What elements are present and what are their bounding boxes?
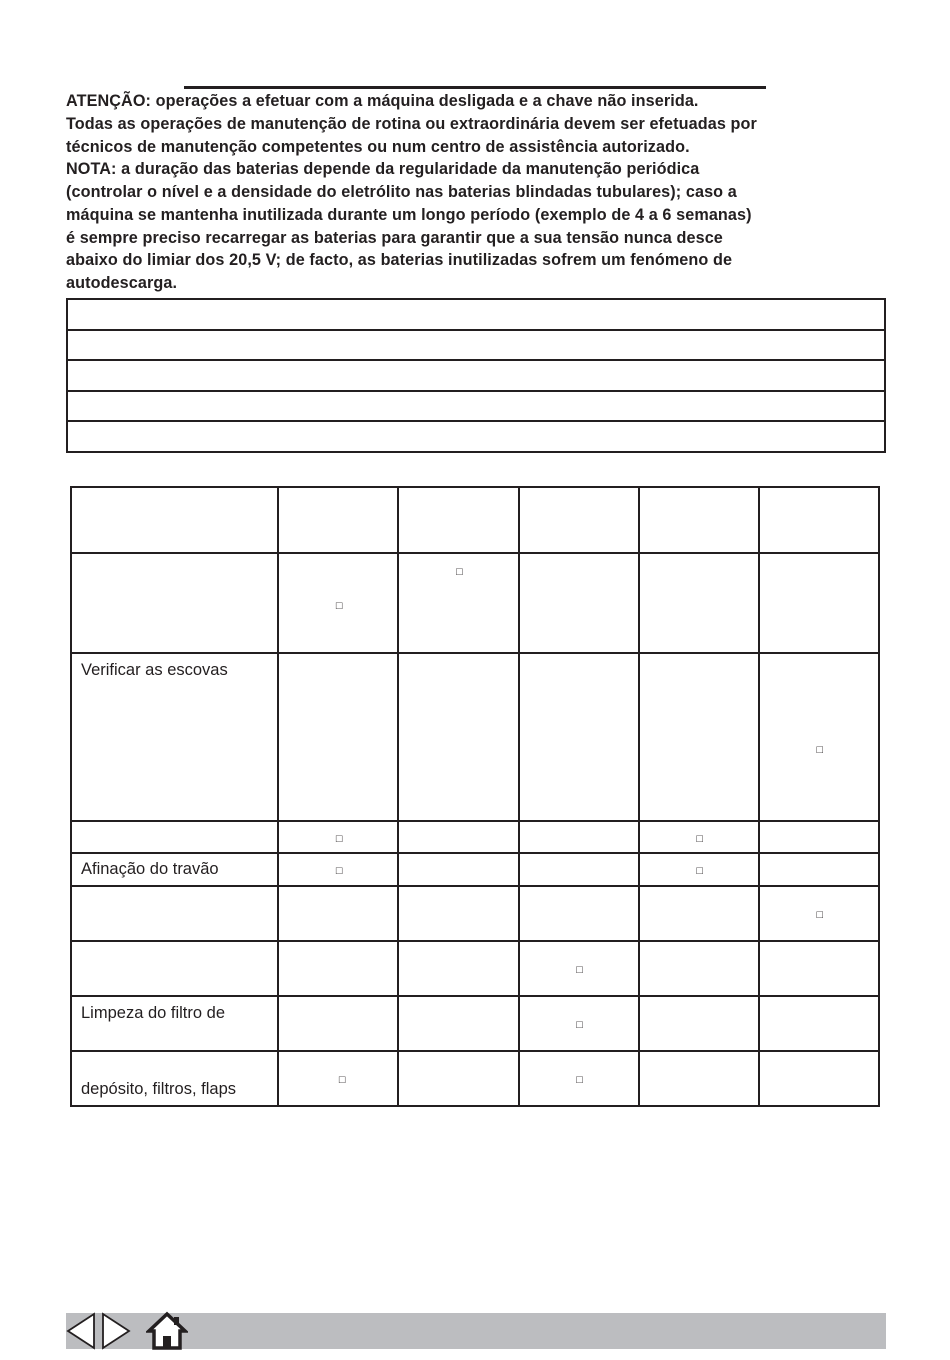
- table-cell: [71, 487, 278, 553]
- table-cell: [278, 1051, 398, 1106]
- table-cell: [398, 821, 518, 853]
- table-cell: [278, 941, 398, 996]
- checkbox-icon: □: [335, 833, 343, 845]
- table-cell: [519, 1051, 639, 1106]
- notice-line: NOTA: a duração das baterias depende da regularidade da manutenção periódica: [66, 160, 700, 179]
- checkbox-icon: □: [696, 865, 703, 877]
- table-cell: [398, 487, 518, 553]
- table-row: [71, 1051, 879, 1106]
- table-cell: [759, 853, 879, 886]
- table-cell: [398, 886, 518, 941]
- checkbox-icon: □: [456, 566, 463, 578]
- box-cell: [67, 360, 885, 391]
- notice-line: (controlar o nível e a densidade do eletrólito nas baterias blindadas tubulares); caso a: [66, 183, 737, 201]
- table-cell: [278, 886, 398, 941]
- table-row: [71, 941, 879, 996]
- table-cell: [278, 821, 398, 853]
- table-cell: [398, 553, 518, 653]
- home-button[interactable]: [146, 1310, 188, 1350]
- triangle-right-icon: [101, 1312, 131, 1350]
- table-cell: [398, 1051, 518, 1106]
- box-cell: [67, 330, 885, 361]
- notice-line: autodescarga.: [66, 274, 178, 292]
- table-cell: [639, 487, 759, 553]
- box-cell: [67, 391, 885, 422]
- table-cell: [639, 853, 759, 886]
- table-cell: [639, 996, 759, 1051]
- table-cell: [519, 553, 639, 653]
- table-cell: [71, 886, 278, 941]
- attention-notice: [66, 90, 886, 295]
- table-cell: [71, 853, 278, 886]
- table-cell: [759, 1051, 879, 1106]
- table-cell: [519, 996, 639, 1051]
- table-cell: [519, 821, 639, 853]
- checkbox-icon: □: [696, 833, 703, 845]
- box-row: [67, 330, 885, 361]
- table-cell: [519, 941, 639, 996]
- box-row: [67, 391, 885, 422]
- table-cell: [71, 653, 278, 821]
- box-row: [67, 421, 885, 452]
- notice-line: máquina se mantenha inutilizada durante um longo período (exemplo de 4 a 6 semanas): [66, 205, 752, 224]
- table-cell: [639, 1051, 759, 1106]
- table-cell: [398, 941, 518, 996]
- checkbox-icon: □: [335, 600, 343, 612]
- table-cell: [759, 996, 879, 1051]
- checkbox-icon: □: [816, 909, 824, 921]
- table-cell: [639, 886, 759, 941]
- table-cell: [398, 853, 518, 886]
- table-cell: [71, 941, 278, 996]
- notice-line: Todas as operações de manutenção de rotina ou extraordinária devem ser efetuadas por: [66, 114, 757, 133]
- table-cell: [759, 487, 879, 553]
- table-row: [71, 996, 879, 1051]
- table-cell: [278, 553, 398, 653]
- table-cell: [71, 553, 278, 653]
- row-label: Verificar as escovas: [81, 661, 228, 679]
- triangle-left-icon: [66, 1312, 96, 1350]
- table-row: [71, 821, 879, 853]
- notice-line: abaixo do limiar dos 20,5 V; de facto, as baterias inutilizadas sofrem um fenómeno de: [66, 251, 733, 270]
- table-cell: [519, 487, 639, 553]
- table-cell: [759, 653, 879, 821]
- checkbox-icon: □: [338, 1074, 346, 1086]
- table-cell: [519, 653, 639, 821]
- box-row: [67, 360, 885, 391]
- checkbox-icon: □: [576, 964, 583, 976]
- table-header-row: [71, 487, 879, 553]
- notice-line: ATENÇÃO: operações a efetuar com a máquina desligada e a chave não inserida.: [66, 92, 699, 110]
- table-cell: [639, 821, 759, 853]
- table-cell: [278, 853, 398, 886]
- checkbox-icon: □: [335, 865, 343, 877]
- next-page-button[interactable]: [101, 1312, 131, 1350]
- table-cell: [278, 653, 398, 821]
- table-cell: [398, 996, 518, 1051]
- table-cell: [759, 553, 879, 653]
- table-cell: [71, 996, 278, 1051]
- table-cell: [759, 821, 879, 853]
- notice-line: técnicos de manutenção competentes ou num centro de assistência autorizado.: [66, 137, 690, 156]
- row-label: Afinação do travão: [81, 860, 219, 878]
- table-row: [71, 853, 879, 886]
- table-cell: [759, 886, 879, 941]
- box-cell: [67, 299, 885, 330]
- footer-bar: [66, 1313, 886, 1349]
- home-icon: [146, 1310, 188, 1350]
- table-cell: [519, 886, 639, 941]
- table-cell: [398, 653, 518, 821]
- checkbox-icon: □: [576, 1019, 583, 1031]
- row-label: depósito, filtros, flaps: [81, 1080, 236, 1098]
- table-cell: [639, 553, 759, 653]
- previous-page-button[interactable]: [66, 1312, 96, 1350]
- box-cell: [67, 421, 885, 452]
- table-row: [71, 653, 879, 821]
- table-cell: [71, 821, 278, 853]
- box-row: [67, 299, 885, 330]
- table-cell: [639, 941, 759, 996]
- table-row: [71, 886, 879, 941]
- table-cell: [519, 853, 639, 886]
- top-rule: [184, 86, 766, 89]
- table-row: [71, 553, 879, 653]
- table-cell: [71, 1051, 278, 1106]
- table-cell: [759, 941, 879, 996]
- maintenance-table: [70, 486, 880, 1107]
- table-cell: [639, 653, 759, 821]
- checkbox-icon: □: [576, 1074, 583, 1086]
- table-cell: [278, 996, 398, 1051]
- table-cell: [278, 487, 398, 553]
- row-label: Limpeza do filtro de: [81, 1004, 225, 1022]
- empty-box-table: [66, 298, 886, 453]
- notice-line: é sempre preciso recarregar as baterias para garantir que a sua tensão nunca desce: [66, 228, 723, 247]
- checkbox-icon: □: [816, 744, 824, 756]
